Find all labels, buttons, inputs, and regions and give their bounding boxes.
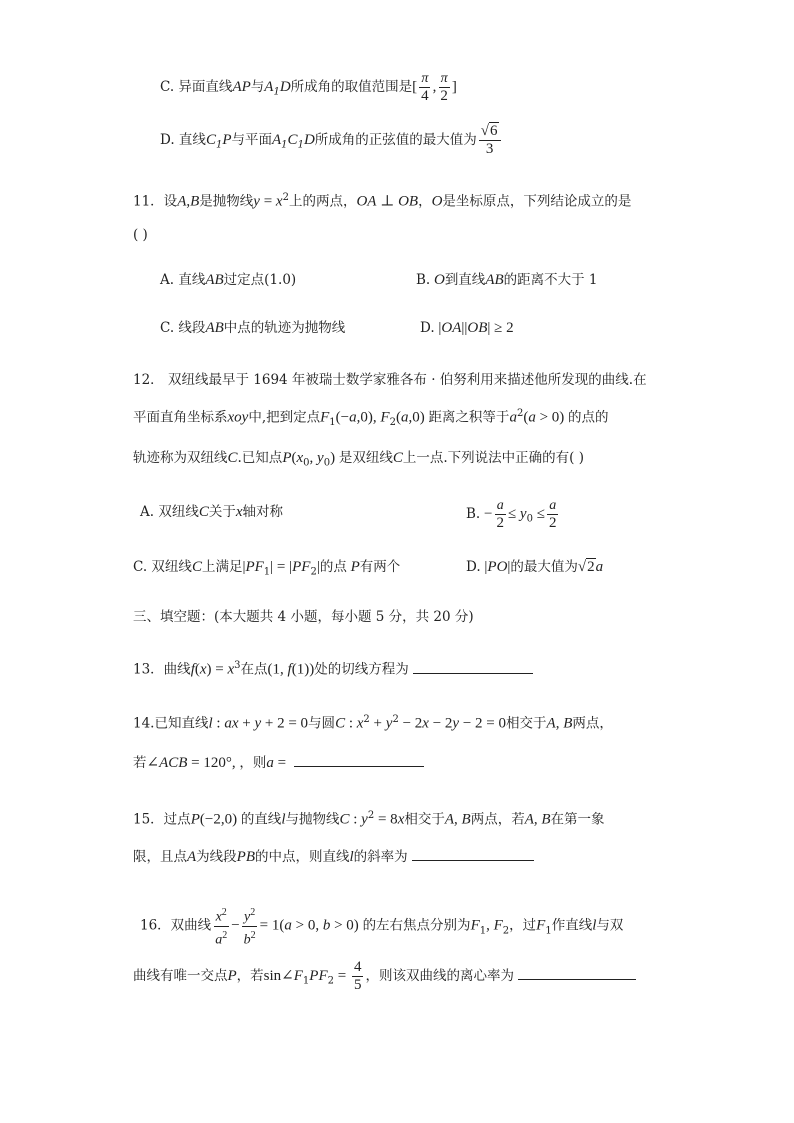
text: 13．曲线 [133,661,191,678]
answer-blank[interactable] [412,846,534,861]
text: 距离之积等于 [428,409,510,426]
text: .已知点 [237,450,283,466]
text: 两点， [572,715,613,732]
q14-line-2: 若∠ACB = 120°, ，则a = [133,752,424,773]
text: 限，且点 [133,849,187,865]
text: 的点 [319,559,347,575]
text: 与双 [596,917,624,934]
text: 的最大值为 [510,559,578,575]
text: 上的两点， [288,193,357,210]
q10-option-c: C. 异面直线AP与$A_1D$所成角的取值范围是[ $\frac{\pi}{4}$ , $\frac{\pi}{2}$ ] [160,71,457,104]
q12-option-b: B. − $\frac{a}{2}$ ≤ $y_0$ ≤ $\frac{a}{2}$ [466,498,557,531]
text: 12． 双纽线最早于 1694 年被瑞士数学家雅各布 · 伯努利用来描述他所发现的曲线.在 [133,372,647,388]
q12-option-d: D. |PO|的最大值为√2a [466,559,604,575]
answer-blank[interactable] [413,659,533,674]
text: 在点 [240,661,268,678]
text: ，则该双曲线的离心率为 [365,968,514,984]
text: 的左右焦点分别为 [362,917,471,934]
section-fill-in-title [133,607,474,627]
text: 14.已知直线 [133,715,209,732]
q12-option-a: A. 双纽线C关于x轴对称 [140,504,284,520]
q11-option-b: B. O到直线AB的距离不大于 1 [416,272,598,288]
text: 的斜率为 [353,849,408,865]
q11-stem: 11．设A,B是抛物线$y = x^2$上的两点，OA ⊥ OB，O是坐标原点，下列结论成立的是 [133,192,632,210]
q12-line-2: 平面直角坐标系xoy中,把到定点$F_1(-a,0)$, $F_2(a,0)$ 距离之积等于$a^2(a > 0)$ 的点的 [133,408,609,429]
q15-line-2: 限，且点A为线段PB的中点，则直线l的斜率为 [133,846,534,867]
text: 15．过点 [133,811,191,828]
text: ，过 [509,917,537,934]
text: 的点的 [568,409,609,426]
text: A. 直线 [160,272,206,288]
text: 上满足 [201,559,243,575]
text: 关于 [208,504,236,520]
text: 为线段 [196,849,237,865]
text: 三、填空题：(本大题共 4 小题，每小题 5 分，共 20 分) [133,609,474,625]
text: 作直线 [551,917,593,934]
text: 与圆 [308,715,336,732]
q11-option-c: C. 线段AB中点的轨迹为抛物线 [160,320,346,336]
text: 有两个 [359,559,401,575]
text: 轨迹称为双纽线 [133,450,228,466]
text: 轴对称 [242,504,284,520]
text: 是抛物线 [199,193,254,210]
text: 相交于 [404,811,445,828]
text: 与抛物线 [285,811,340,828]
answer-blank[interactable] [294,752,424,767]
text: 平面直角坐标系 [133,409,228,426]
text: 与平面 [231,132,272,148]
text: 处的切线方程为 [314,661,409,678]
text: ( ) [133,227,148,243]
text: 11．设 [133,193,178,210]
text: C. 线段 [160,320,206,336]
text: A. 双纽线 [140,504,199,520]
text: C. 异面直线 [160,79,233,95]
answer-blank[interactable] [518,965,636,980]
q16-line-1: 16．双曲线 $\frac{x^2}{a^2}$ − $\frac{y^2}{b^2}$ = 1(a > 0, b > 0) 的左右焦点分别为$F_1$, $F_2$，过$F_1$作直线l与双 [140,904,623,948]
text: 的中点，则直线 [255,849,350,865]
text: 的直线 [240,811,282,828]
text: 16．双曲线 [140,917,212,934]
text: 在第一象 [550,811,605,828]
text: ，若 [236,968,264,984]
text: 相交于 [506,715,547,732]
text: 上一点.下列说法中正确的有( ) [402,450,584,466]
q11-option-a: A. 直线AB过定点(1.0) [160,272,297,288]
q12-line-1 [133,370,647,390]
q14-line-1: 14.已知直线l : ax + y + 2 = 0与圆C : $x^2 + y^2 - 2x - 2y - 2 = 0$相交于A, B两点， [133,714,613,732]
text: ， [418,193,432,210]
q12-option-c: C. 双纽线C上满足$|PF_1| = |PF_2|$的点 P有两个 [133,559,401,578]
text: 所成角的正弦值的最大值为 [314,132,477,148]
text: 是双纽线 [338,450,393,466]
text: D. [420,320,435,336]
text: ，则 [239,755,267,771]
text: B. [416,272,431,288]
text: 过定点(1.0) [223,272,297,288]
q15-line-1: 15．过点P(−2,0) 的直线l与抛物线C : $y^2 = 8x$相交于A, B两点，若A, B在第一象 [133,810,605,828]
text: 是坐标原点，下列结论成立的是 [442,193,632,210]
text: D. 直线 [160,132,206,148]
text: C. 双纽线 [133,559,192,575]
q13: 13．曲线$f(x) = x^3$在点(1, f(1))处的切线方程为 [133,656,533,680]
text: 到直线 [444,272,486,288]
q16-line-2: 曲线有唯一交点P，若$\sin\angle F_1PF_2$ = $\frac{4}{5}$ ，则该双曲线的离心率为 [133,959,636,994]
text: 曲线有唯一交点 [133,968,228,984]
text: 所成角的取值范围是 [290,79,413,95]
text: D. [466,559,481,575]
text: 与 [250,79,265,95]
text: 中点的轨迹为抛物线 [223,320,346,336]
text: 两点，若 [470,811,525,828]
text: 若 [133,755,147,771]
text: 的距离不大于 1 [503,272,598,288]
text: B. [466,506,481,522]
q12-line-3: 轨迹称为双纽线C.已知点$P(x_0$, $y_0$) 是双纽线C上一点.下列说法中正确的有( ) [133,450,584,469]
text: 中,把到定点 [248,409,321,426]
q11-option-d: D. |OA||OB| ≥ 2 [420,320,514,336]
q11-answer-paren [133,225,148,245]
q10-option-d: D. 直线$C_1P$与平面$A_1C_1D$所成角的正弦值的最大值为 $\frac{√6}{3}$ [160,123,503,158]
